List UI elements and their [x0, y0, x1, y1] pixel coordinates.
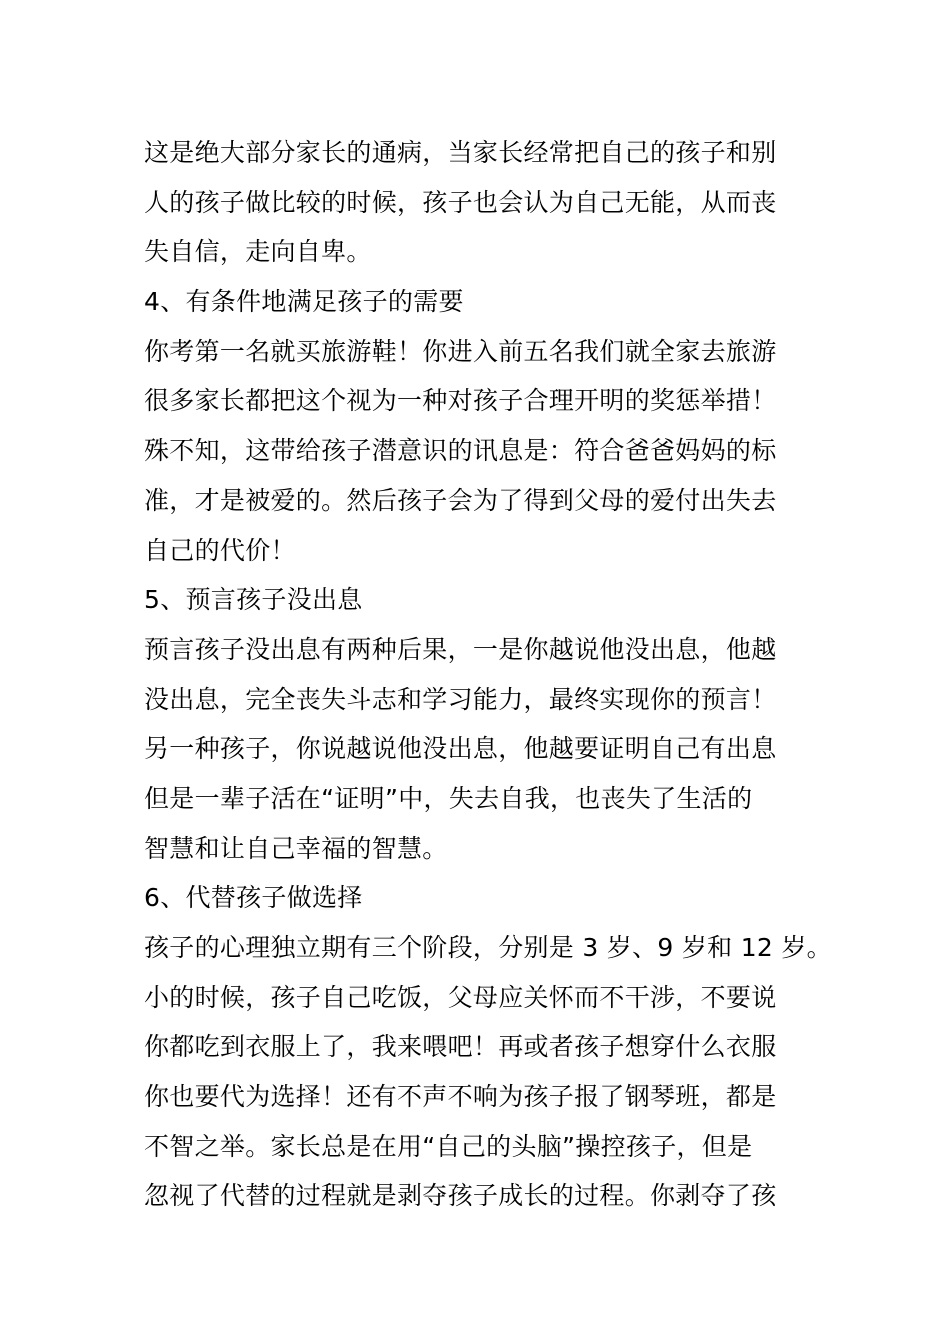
- section-heading: 6、代替孩子做选择: [144, 883, 363, 913]
- section-heading: 5、预言孩子没出息: [144, 585, 363, 615]
- text-line: 殊不知，这带给孩子潜意识的讯息是：符合爸爸妈妈的标: [144, 436, 777, 466]
- text-line: 忽视了代替的过程就是剥夺孩子成长的过程。你剥夺了孩: [144, 1181, 777, 1211]
- text-line: 自己的代价！: [144, 535, 296, 565]
- text-line: 失自信，走向自卑。: [144, 237, 372, 267]
- text-line: 孩子的心理独立期有三个阶段，分别是 3 岁、9 岁和 12 岁。: [144, 933, 832, 962]
- text-line: 你考第一名就买旅游鞋！你进入前五名我们就全家去旅游: [144, 336, 777, 366]
- text-line: 你都吃到衣服上了，我来喂吧！再或者孩子想穿什么衣服: [144, 1032, 777, 1062]
- text-line: 预言孩子没出息有两种后果，一是你越说他没出息，他越: [144, 634, 777, 664]
- text-line: 这是绝大部分家长的通病，当家长经常把自己的孩子和别: [144, 138, 777, 167]
- text-line: 但是一辈子活在“证明”中，失去自我，也丧失了生活的: [144, 783, 753, 813]
- section-heading: 4、有条件地满足孩子的需要: [144, 287, 464, 317]
- text-line: 小的时候，孩子自己吃饭，父母应关怀而不干涉，不要说: [144, 982, 777, 1012]
- text-line: 你也要代为选择！还有不声不响为孩子报了钢琴班，都是: [144, 1082, 777, 1112]
- text-line: 很多家长都把这个视为一种对孩子合理开明的奖惩举措！: [144, 386, 777, 416]
- text-line: 准，才是被爱的。然后孩子会为了得到父母的爱付出失去: [144, 485, 777, 515]
- text-line: 智慧和让自己幸福的智慧。: [144, 833, 448, 863]
- body-text: [144, 128, 844, 1221]
- text-line: 另一种孩子，你说越说他没出息，他越要证明自己有出息: [144, 734, 777, 764]
- text-line: 不智之举。家长总是在用“自己的头脑”操控孩子，但是: [144, 1131, 753, 1161]
- text-line: 没出息，完全丧失斗志和学习能力，最终实现你的预言！: [144, 684, 777, 714]
- text-line: 人的孩子做比较的时候，孩子也会认为自己无能，从而丧: [144, 187, 777, 217]
